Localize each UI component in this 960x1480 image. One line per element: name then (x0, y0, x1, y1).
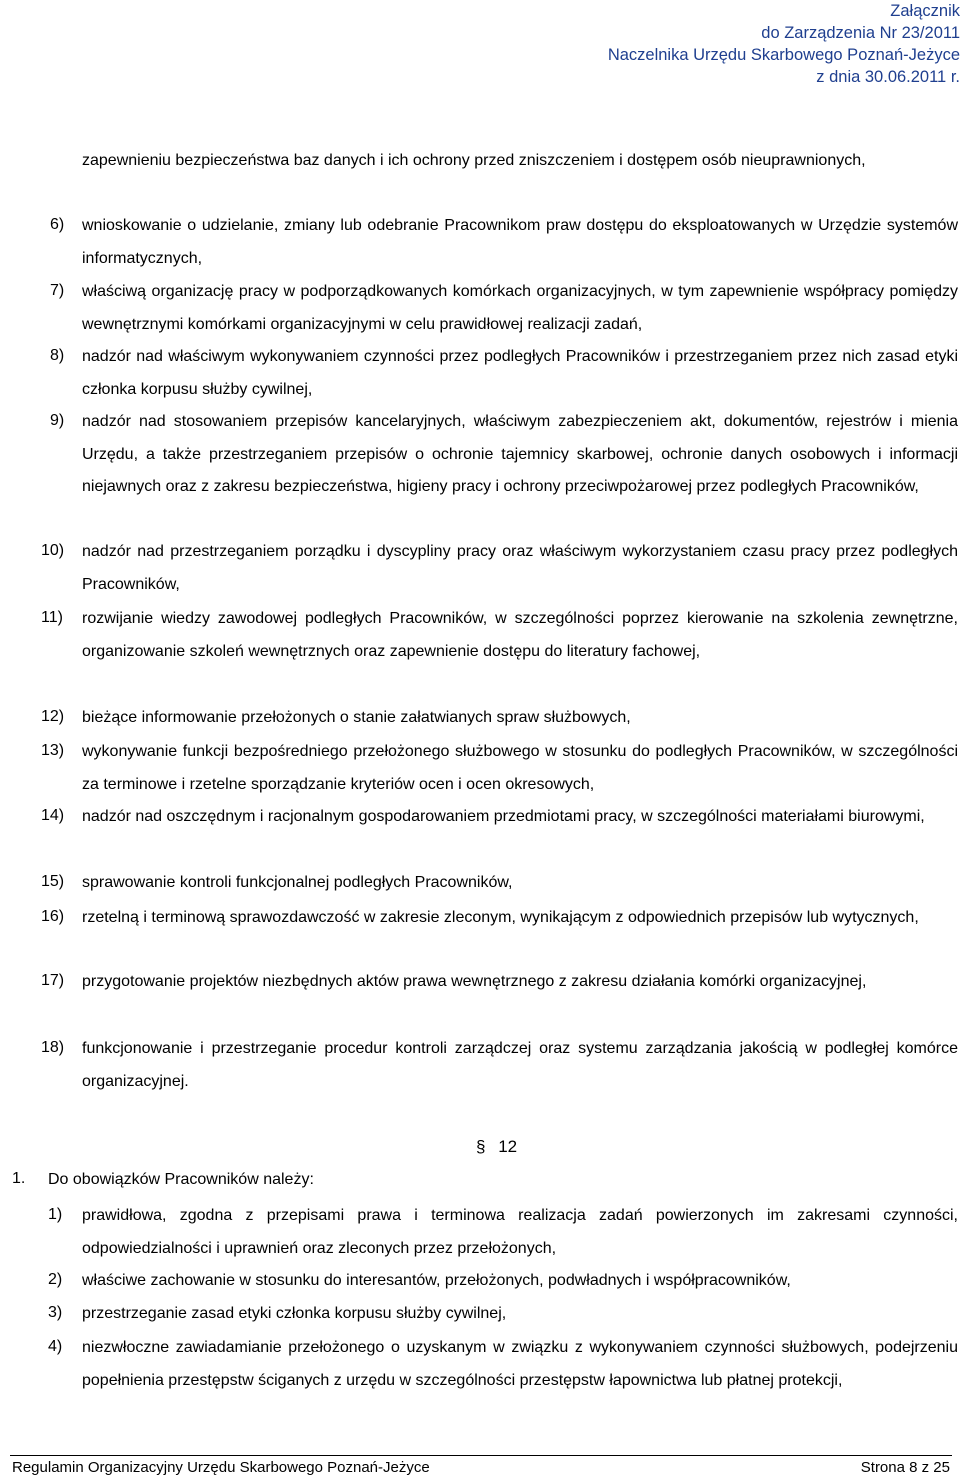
list-item-text: zapewnieniu bezpieczeństwa baz danych i ich ochrony przed zniszczeniem i dostępem osób nieuprawnionych, (82, 152, 866, 169)
list-item-text: nadzór nad oszczędnym i racjonalnym gospodarowaniem przedmiotami pracy, w szczególności materiałami biurowymi, (82, 808, 925, 825)
list-item-text: nadzór nad przestrzeganiem porządku i dyscypliny pracy oraz właściwym wykorzystaniem czasu pracy przez podległych Pracowników, (82, 543, 958, 593)
list-item-number: 2) (48, 1271, 63, 1288)
header-ordinance-number: do Zarządzenia Nr 23/2011 (761, 24, 960, 42)
section-heading (476, 1137, 517, 1157)
list-item-text: sprawowanie kontroli funkcjonalnej podległych Pracowników, (82, 874, 513, 891)
list-item-text: właściwą organizację pracy w podporządkowanych komórkach organizacyjnych, w tym zapewnienie współpracy pomiędzy wewnętrznymi komórkami organizacyjnymi w celu prawidłowej realizacji zadań, (82, 283, 958, 333)
list-item-text: przestrzeganie zasad etyki członka korpusu służby cywilnej, (82, 1305, 507, 1322)
list-item-number: 8) (50, 347, 65, 364)
footer-divider (10, 1455, 952, 1456)
list-item-number: 4) (48, 1338, 63, 1355)
list-item-text: wnioskowanie o udzielanie, zmiany lub odebranie Pracownikom praw dostępu do eksploatowanych w Urzędzie systemów informatycznych, (82, 217, 958, 267)
list-item-text: wykonywanie funkcji bezpośredniego przełożonego służbowego w stosunku do podległych Pracowników, w szczególności za terminowe i rzetelne sporządzanie kryteriów ocen i ocen okresowych, (82, 743, 958, 793)
list-item-text: nadzór nad właściwym wykonywaniem czynności przez podległych Pracowników i przestrzeganiem przez nich zasad etyki członka korpusu służby cywilnej, (82, 348, 958, 398)
list-item-number: 1) (48, 1206, 63, 1223)
list-item-number: 11) (41, 609, 63, 626)
list-item-text: niezwłoczne zawiadamianie przełożonego o uzyskanym w związku z wykonywaniem czynności służbowych, podejrzeniu popełnienia przestępstw ściganych z urzędu w szczególności przestępstw łapownictwa lub płatnej protekcji, (82, 1339, 958, 1389)
list-item-text: właściwe zachowanie w stosunku do interesantów, przełożonych, podwładnych i współpracowników, (82, 1272, 791, 1289)
section-symbol: § (476, 1137, 486, 1156)
header-attachment-label: Załącznik (890, 2, 960, 20)
list-item-text: przygotowanie projektów niezbędnych aktów prawa wewnętrznego z zakresu działania komórki organizacyjnej, (82, 973, 867, 990)
list-item-text: rzetelną i terminową sprawozdawczość w zakresie zleconym, wynikającym z odpowiednich przepisów lub wytycznych, (82, 909, 919, 926)
list-item-number: 14) (41, 807, 65, 824)
point-number: 1. (12, 1170, 26, 1187)
list-item-number: 18) (41, 1039, 65, 1056)
list-item-text: nadzór nad stosowaniem przepisów kancelaryjnych, właściwym zabezpieczeniem akt, dokumentów, rejestrów i mienia Urzędu, a także przestrzeganiem przepisów o ochronie tajemnicy skarbowej, ochronie danych osobowych i informacji niejawnych oraz z zakresu bezpieczeństwa, higieny pracy i ochrony przeciwpożarowej przez podległych Pracowników, (82, 413, 958, 495)
list-item-number: 3) (48, 1304, 63, 1321)
point-text: Do obowiązków Pracowników należy: (48, 1171, 314, 1188)
footer-page-number: Strona 8 z 25 (860, 1459, 950, 1476)
header-date: z dnia 30.06.2011 r. (816, 68, 960, 86)
list-item-text: rozwijanie wiedzy zawodowej podległych Pracowników, w szczególności poprzez kierowanie na szkolenia zewnętrzne, organizowanie szkoleń wewnętrznych oraz zapewnienie dostępu do literatury fachowej, (82, 610, 958, 660)
document-header (608, 0, 960, 88)
list-item-number: 9) (50, 412, 65, 429)
list-item-number: 6) (50, 216, 65, 233)
list-item-number: 7) (50, 282, 65, 299)
list-item-text: prawidłowa, zgodna z przepisami prawa i terminowa realizacja zadań powierzonych im zakresami czynności, odpowiedzialności i uprawnień oraz zleconych przez przełożonych, (82, 1207, 958, 1257)
list-item-text: bieżące informowanie przełożonych o stanie załatwianych spraw służbowych, (82, 709, 631, 726)
list-item-number: 12) (41, 708, 65, 725)
list-item-number: 16) (41, 908, 65, 925)
list-item-number: 10) (41, 542, 65, 559)
list-item-number: 15) (41, 873, 65, 890)
list-item-number: 13) (41, 742, 65, 759)
footer-document-title: Regulamin Organizacyjny Urzędu Skarbowego Poznań-Jeżyce (12, 1459, 430, 1476)
list-item-number: 17) (41, 972, 65, 989)
header-issuer: Naczelnika Urzędu Skarbowego Poznań-Jeżyce (607, 46, 960, 64)
section-number: 12 (498, 1137, 518, 1156)
list-item-text: funkcjonowanie i przestrzeganie procedur kontroli zarządczej oraz systemu zarządzania jakością w podległej komórce organizacyjnej. (82, 1040, 958, 1090)
